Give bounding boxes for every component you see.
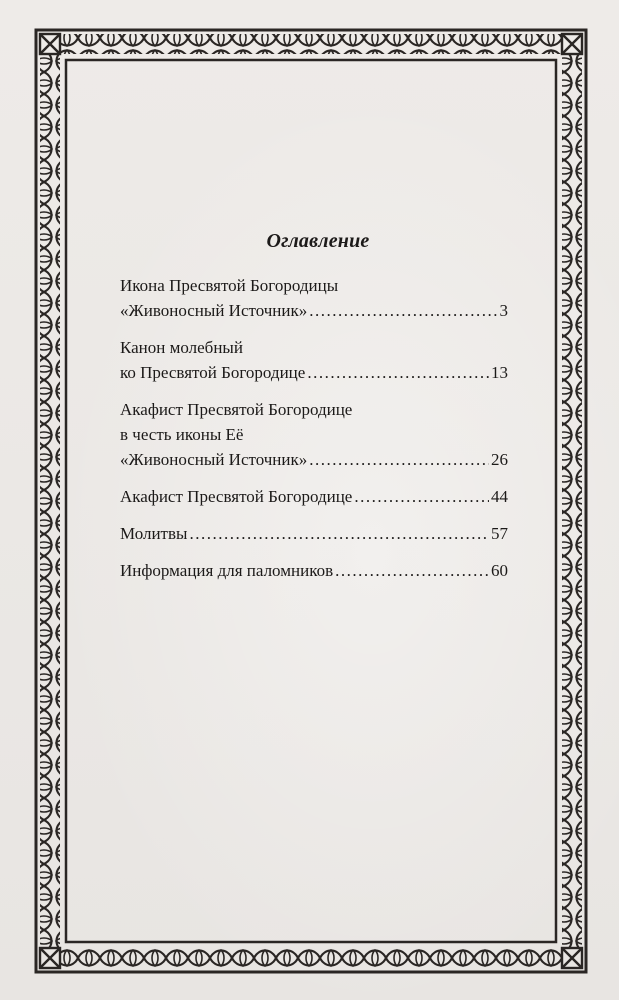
toc-entry-line: в честь иконы Её bbox=[120, 425, 244, 444]
toc-entry-last-line bbox=[120, 298, 508, 323]
toc-entry-last-line bbox=[120, 484, 508, 509]
toc-entry-line: Информация для паломников bbox=[120, 561, 334, 580]
toc-page-number: 13 bbox=[491, 363, 508, 382]
toc-leader-dots bbox=[189, 521, 489, 546]
toc-entry-line: Акафист Пресвятой Богородице bbox=[120, 400, 353, 419]
toc-entry-line: ко Пресвятой Богородице bbox=[120, 363, 306, 382]
table-of-contents bbox=[108, 230, 508, 595]
toc-page-number: 57 bbox=[491, 524, 508, 543]
toc-leader-dots bbox=[309, 447, 489, 472]
toc-entry bbox=[120, 558, 508, 583]
toc-entry-last-line bbox=[120, 447, 508, 472]
toc-entry-last-line bbox=[120, 360, 508, 385]
toc-entry-last-line bbox=[120, 521, 508, 546]
toc-page-number: 3 bbox=[499, 301, 508, 320]
toc-leader-dots bbox=[354, 484, 489, 509]
toc-entry bbox=[120, 484, 508, 509]
toc-entry-line: Икона Пресвятой Богородицы bbox=[120, 276, 339, 295]
toc-entry-last-line bbox=[120, 558, 508, 583]
toc-entry-line: «Живоносный Источник» bbox=[120, 450, 308, 469]
toc-entry-line: «Живоносный Источник» bbox=[120, 301, 308, 320]
toc-page-number: 26 bbox=[491, 450, 508, 469]
toc-entry-line: Акафист Пресвятой Богородице bbox=[120, 487, 353, 506]
toc-leader-dots bbox=[309, 298, 497, 323]
toc-entry-line: Канон молебный bbox=[120, 338, 243, 357]
toc-entry-line: Молитвы bbox=[120, 524, 188, 543]
toc-entry bbox=[120, 273, 508, 323]
toc-page-number: 60 bbox=[491, 561, 508, 580]
toc-page-number: 44 bbox=[491, 487, 508, 506]
toc-entry bbox=[120, 335, 508, 385]
toc-leader-dots bbox=[335, 558, 489, 583]
toc-list bbox=[108, 273, 508, 583]
toc-entry bbox=[120, 397, 508, 472]
toc-entry bbox=[120, 521, 508, 546]
toc-title: Оглавление bbox=[266, 230, 370, 252]
toc-leader-dots bbox=[307, 360, 489, 385]
